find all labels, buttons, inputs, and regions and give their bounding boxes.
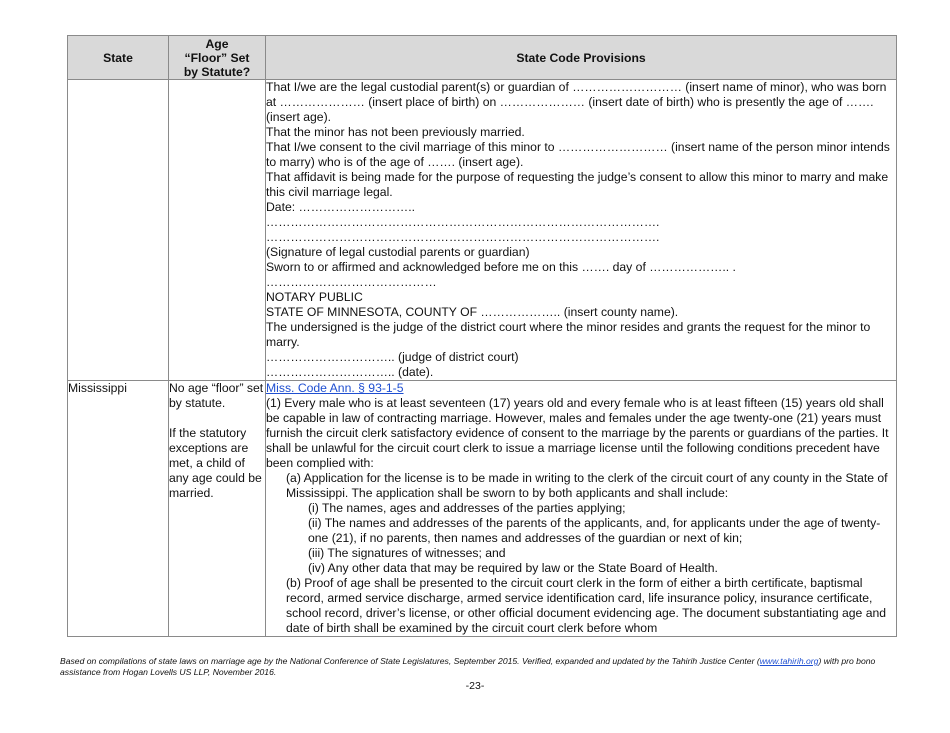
tahirih-link[interactable]: www.tahirih.org xyxy=(759,656,819,666)
mississippi-age-cell xyxy=(169,381,266,637)
affidavit-line: That the minor has not been previously married. xyxy=(266,125,525,139)
statute-link[interactable]: Miss. Code Ann. § 93-1-5 xyxy=(266,381,404,395)
age-floor-exception-text: If the statutory exceptions are met, a child of any age could be married. xyxy=(169,426,262,500)
affidavit-line: ………………………….. (date). xyxy=(266,365,434,379)
affidavit-line: ……………………………………………………………………………………. xyxy=(266,215,660,229)
table-row-mississippi xyxy=(68,381,897,637)
provision-subsection-b: (b) Proof of age shall be presented to the circuit court clerk in the form of either a birth certificate, baptismal record, armed service discharge, armed service identification card, life insurance policy, insurance certificate, school record, driver’s license, or other official document evidencing age. The document substantiating age and date of birth shall be examined by the circuit court clerk before whom xyxy=(286,576,887,635)
minnesota-state-cell xyxy=(68,80,169,381)
provision-item-ii: (ii) The names and addresses of the parents of the applicants, and, for applicants under the age of twenty-one (21), if no parents, then names and addresses of the guardian or next of kin; xyxy=(308,516,881,545)
footer-note-before: Based on compilations of state laws on marriage age by the National Conference of State Legislatures, September 2015. Verified, expanded and updated by the Tahirih Justice Center ( xyxy=(60,656,760,666)
affidavit-line: NOTARY PUBLIC xyxy=(266,290,363,304)
affidavit-line: The undersigned is the judge of the district court where the minor resides and grants the request for the minor to marry. xyxy=(266,320,871,349)
provision-item-iv: (iv) Any other data that may be required by law or the State Board of Health. xyxy=(308,561,718,575)
affidavit-line: That I/we are the legal custodial parent(s) or guardian of ……………………… (insert name of minor), who was born at ………………… (insert place of birth) on ………………… (insert date of birth) who is presently the age of ……. (insert age). xyxy=(266,80,887,124)
affidavit-line: ………………………….. (judge of district court) xyxy=(266,350,519,364)
mississippi-state-cell: Mississippi xyxy=(68,381,169,637)
affidavit-line: Date: ……………………….. xyxy=(266,200,415,214)
header-age-floor-text: Age “Floor” Set by Statute? xyxy=(183,36,251,79)
affidavit-line: ……………………………………………………………………………………. xyxy=(266,230,660,244)
footer-note-after: ) with pro bono assistance from Hogan Lovells US LLP, November 2016. xyxy=(60,656,876,677)
header-age-floor xyxy=(169,36,266,80)
table-row-minnesota-continued xyxy=(68,80,897,381)
affidavit-line: Sworn to or affirmed and acknowledged before me on this ……. day of ……………….. . xyxy=(266,260,736,274)
header-state: State xyxy=(68,36,169,80)
mississippi-provisions-cell xyxy=(266,381,897,637)
provision-item-iii: (iii) The signatures of witnesses; and xyxy=(308,546,506,560)
provision-subsection-a: (a) Application for the license is to be made in writing to the clerk of the circuit court of any county in the State of Mississippi. The application shall be sworn to by both applicants and shall include: xyxy=(286,471,888,500)
age-floor-text: No age “floor” set by statute. xyxy=(169,381,264,410)
provision-item-i: (i) The names, ages and addresses of the parties applying; xyxy=(308,501,626,515)
provision-paragraph: (1) Every male who is at least seventeen (17) years old and every female who is at least fifteen (15) years old shall be capable in law of contracting marriage. However, males and females under the age twenty-one (21) years must furnish the circuit clerk satisfactory evidence of consent to the marriage by the parents or guardians of the parties. It shall be unlawful for the circuit court clerk to issue a marriage license until the following conditions precedent have been complied with: xyxy=(266,396,889,470)
affidavit-line: That I/we consent to the civil marriage of this minor to ……………………… (insert name of the person minor intends to marry) who is of the age of ……. (insert age). xyxy=(266,140,890,169)
state-law-table xyxy=(67,35,897,637)
header-provisions: State Code Provisions xyxy=(266,36,897,80)
affidavit-line: …………………………………… xyxy=(266,275,437,289)
minnesota-age-cell xyxy=(169,80,266,381)
footer-note xyxy=(60,656,900,678)
page-number: -23- xyxy=(465,680,485,692)
affidavit-line: (Signature of legal custodial parents or guardian) xyxy=(266,245,530,259)
minnesota-provisions-cell xyxy=(266,80,897,381)
affidavit-line: STATE OF MINNESOTA, COUNTY OF ……………….. (insert county name). xyxy=(266,305,679,319)
table-header-row xyxy=(68,36,897,80)
affidavit-line: That affidavit is being made for the purpose of requesting the judge’s consent to allow this minor to marry and make this civil marriage legal. xyxy=(266,170,889,199)
